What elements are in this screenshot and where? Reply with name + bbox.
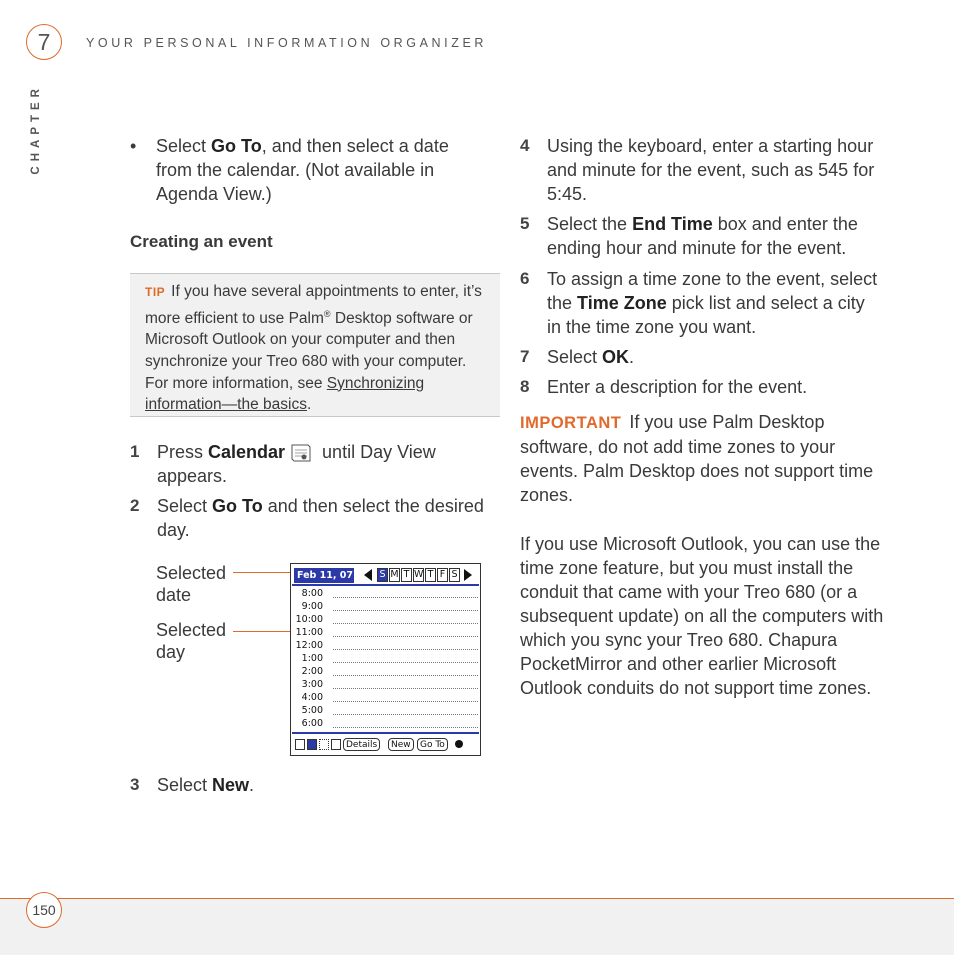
step-text: Select: [547, 347, 603, 367]
palm-slot: [333, 701, 478, 702]
palm-time-row: [293, 691, 478, 704]
step-text: Press: [157, 442, 209, 462]
palm-time: 2:00: [301, 666, 323, 677]
palm-time-row: [293, 613, 478, 626]
step-4: [520, 134, 880, 206]
step-bold: New: [212, 775, 250, 795]
tip-text-1: If you have several appointments to enter, it’s more efficient to use Palm: [145, 283, 482, 327]
palm-time: 9:00: [301, 601, 323, 612]
palm-slot: [333, 636, 478, 637]
step-text-post: .: [249, 775, 255, 795]
bullet-post: , and then select a date from the calendar. (Not available in Agenda View.): [156, 136, 449, 204]
palm-time: 5:00: [301, 705, 323, 716]
step-text: To assign a time zone to the event, select the: [547, 269, 878, 313]
running-head: YOUR PERSONAL INFORMATION ORGANIZER: [86, 36, 488, 50]
palm-time: 4:00: [301, 692, 323, 703]
palm-details-button: Details: [343, 738, 380, 751]
step-text: Select: [157, 496, 213, 516]
tip-link-synchronizing[interactable]: Synchronizing information—the basics: [145, 374, 425, 414]
palm-time-row: [293, 704, 478, 717]
step-1: [130, 440, 490, 488]
step-5: [520, 212, 880, 260]
palm-time-row: [293, 639, 478, 652]
step-7: [520, 345, 880, 369]
tip-text-2: Desktop software or Microsoft Outlook on your computer and then synchronize your Treo 680 with your computer. For more information, see: [145, 309, 473, 392]
palm-day-mon: M: [390, 569, 399, 580]
palm-bottom-rule: [292, 732, 479, 734]
palm-time: 3:00: [301, 679, 323, 690]
step-number: 2: [130, 496, 140, 515]
palm-slot: [333, 610, 478, 611]
important-text: If you use Palm Desktop software, do not add time zones to your events. Palm Desktop does not support time zones.: [520, 412, 874, 505]
palm-goto-button: Go To: [417, 738, 448, 751]
step-text: Select the: [547, 214, 633, 234]
palm-day-tue: T: [401, 568, 412, 582]
day-view-icon: [295, 739, 305, 750]
palm-slot: [333, 623, 478, 624]
palm-time-row: [293, 626, 478, 639]
step-number: 3: [130, 775, 140, 794]
palm-slot: [333, 597, 478, 598]
page-number: 150: [26, 892, 62, 928]
palm-time-row: [293, 600, 478, 613]
month-view-icon: [319, 739, 329, 750]
palm-day-fri: F: [437, 568, 448, 582]
bullet-goto: [130, 134, 480, 206]
step-bold: Go To: [212, 496, 263, 516]
tip-text: [145, 281, 490, 416]
step-bold: OK: [602, 347, 630, 367]
week-view-icon: [307, 739, 317, 750]
palm-slot: [333, 727, 478, 728]
palm-time: 6:00: [301, 718, 323, 729]
tip-label: TIP: [145, 285, 166, 299]
palm-time: 11:00: [295, 627, 323, 638]
tip-box: [130, 273, 500, 417]
palm-day-wed: W: [414, 569, 424, 580]
next-arrow-icon: [464, 569, 472, 581]
palm-time: 1:00: [301, 653, 323, 664]
step-text-post: pick list and select a city in the time zone you want.: [547, 293, 865, 337]
palm-time: 8:00: [301, 588, 323, 599]
palm-slot: [333, 662, 478, 663]
bullet-bold: Go To: [211, 136, 262, 156]
chapter-label: CHAPTER: [30, 84, 42, 175]
palm-time-row: [293, 678, 478, 691]
palm-time: 12:00: [295, 640, 323, 651]
agenda-view-icon: [331, 739, 341, 750]
step-2: [130, 494, 490, 542]
registered-mark: ®: [323, 308, 331, 319]
palm-top-rule: [292, 584, 479, 586]
palm-slot: [333, 688, 478, 689]
step-text: Enter a description for the event.: [547, 377, 808, 397]
step-bold: End Time: [632, 214, 713, 234]
step-number: 6: [520, 269, 530, 288]
step-3: [130, 773, 490, 797]
palm-status-dot-icon: [455, 740, 463, 748]
important-label: IMPORTANT: [520, 414, 622, 432]
palm-day-sun: S: [377, 568, 388, 582]
palm-time-row: [293, 717, 478, 730]
step-text-post: until Day View appears.: [157, 442, 436, 486]
palm-slot: [333, 714, 478, 715]
step-8: [520, 375, 880, 399]
important-note: [520, 410, 890, 507]
step-bold: Time Zone: [577, 293, 667, 313]
step-number: 4: [520, 136, 530, 155]
tip-end: .: [306, 396, 312, 414]
step-text: Using the keyboard, enter a starting hour and minute for the event, such as 545 for 5:45.: [547, 136, 875, 204]
calendar-button-icon: [289, 443, 313, 463]
chapter-number-badge: 7: [26, 24, 62, 60]
palm-slot: [333, 675, 478, 676]
step-number: 1: [130, 442, 140, 461]
palm-new-button: New: [388, 738, 414, 751]
step-text-post: .: [629, 347, 635, 367]
step-number: 5: [520, 214, 530, 233]
bullet-symbol: •: [130, 136, 137, 156]
palm-toolbar: [293, 736, 480, 754]
palm-time-row: [293, 587, 478, 600]
footer-band: [0, 898, 954, 955]
prev-arrow-icon: [364, 569, 372, 581]
step-text: Select: [157, 775, 213, 795]
callout-selected-date: Selected date: [156, 563, 227, 605]
step-number: 8: [520, 377, 530, 396]
palm-day-thu: T: [425, 568, 436, 582]
palm-time-row: [293, 652, 478, 665]
outlook-paragraph: If you use Microsoft Outlook, you can use the time zone feature, but you must install the conduit that came with your Treo 680 (or a subsequent update) on all the computers with which you sync your Treo 680. Chapura PocketMirror and other earlier Microsoft Outlook conduits do not support time zones.: [520, 534, 884, 698]
step-text-post: and then select the desired day.: [157, 496, 484, 540]
step-6: [520, 267, 880, 339]
palm-time-row: [293, 665, 478, 678]
step-number: 7: [520, 347, 530, 366]
palm-slot: [333, 649, 478, 650]
step-text-post: box and enter the ending hour and minute for the event.: [547, 214, 858, 258]
palm-day-view-screenshot: [290, 563, 481, 756]
step-bold: Calendar: [208, 442, 286, 462]
palm-date-label: Feb 11, 07: [294, 568, 354, 583]
palm-time: 10:00: [295, 614, 323, 625]
palm-day-sat: S: [449, 568, 460, 582]
section-heading: Creating an event: [130, 232, 273, 251]
palm-header: [292, 565, 479, 583]
bullet-pre: Select: [156, 136, 212, 156]
callout-selected-day: Selected day: [156, 620, 227, 662]
